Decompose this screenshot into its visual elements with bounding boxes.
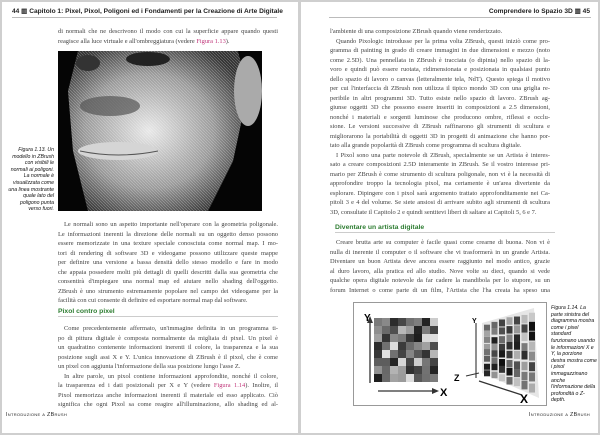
caption-line: poligono punta (19, 199, 54, 206)
text-line: pitoli 3 e 4 del volume. Se siete ansiosi di arrivare subito agli strumenti di scultura (330, 199, 550, 206)
caption-line: standard (551, 331, 572, 338)
pixel-cell (374, 326, 382, 334)
text-line: al duro lavoro, alla pratica ed allo studio. Nove volte su dieci, quando si vede (330, 267, 550, 275)
text-line: che appaia possedere molti più dettagli di quelli descritti dalla sua geometria che (58, 268, 278, 276)
pixel-cell (374, 342, 382, 350)
left-page (2, 2, 298, 433)
pixol-cell (514, 361, 520, 369)
running-header-left: 44 ▥ Capitolo 1: Pixel, Pixol, Poligoni ed i Fondamenti per la Creazione di Arte Digitale (12, 8, 283, 15)
text-line: Creare brutta arte su computer è facile quasi come crearne di buona. Non vi è (336, 239, 550, 246)
text-line: un quadratino contenente informazioni inerenti il colore, la trasparenza e la sua (58, 344, 278, 351)
right-page (301, 2, 598, 433)
pixel-cell (382, 326, 390, 334)
pixel-cell (430, 374, 438, 382)
axis-label-z: Z (454, 373, 460, 383)
axis-label-x: X (440, 387, 448, 399)
caption-line: normali ai poligoni. (10, 166, 54, 173)
pixel-cell (406, 366, 414, 374)
pixel-grid-2d (374, 318, 438, 382)
text-line: gramma di painting in grado di creare immagini in due dimensioni e mezzo (noto (330, 47, 550, 54)
pixel-cell (374, 334, 382, 342)
text-line: Le normali sono un aspetto importante nell'operare con la geometria poligonale. (64, 221, 278, 228)
header-rule (329, 17, 591, 18)
caption-line: funzionano usando (551, 337, 595, 344)
figure-1-14-caption (551, 305, 597, 404)
pixel-cell (382, 334, 390, 342)
text-line: l'ambiente di una composizione ZBrush quando viene renderizzato. (330, 28, 503, 35)
text-line: migliorarono la portabilità di oggetti 3D in progetti di animazione che hanno por- (330, 132, 550, 140)
text-line: esplorare. Dipingere con i pixol sarà argomento trattato approfonditamente nei Ca- (330, 189, 550, 197)
pixol-cell (484, 364, 490, 370)
pixel-cell (398, 326, 406, 334)
pixol-cell (522, 351, 528, 360)
pixol-cell (484, 349, 490, 355)
pixol-cell (514, 325, 520, 333)
pixol-cell (522, 315, 528, 324)
pixel-cell (414, 342, 422, 350)
caption-line: modello in ZBrush (12, 153, 54, 160)
figure-1-13-caption (8, 147, 54, 213)
pixol-cell (514, 317, 520, 325)
section-heading-pixol: Pixol contro pixel (58, 308, 278, 317)
text-line: po di pittura digitale è composta normalmente da migliaia di pixel. Un pixel è (58, 334, 278, 342)
pixol-cell (499, 344, 505, 351)
pixol-cell (484, 356, 490, 362)
text-line: un pixel con aggiunta l'informazione della sua posizione lungo l'asse Z. (58, 363, 241, 370)
caption-line: Figura 1.14. La (551, 305, 586, 311)
pixel-cell (414, 366, 422, 374)
pixel-cell (398, 374, 406, 382)
pixel-cell (374, 318, 382, 326)
normals-paragraph (58, 220, 278, 306)
pixel-cell (406, 342, 414, 350)
pixol-cell (507, 317, 513, 325)
pixel-cell (422, 334, 430, 342)
pixol-cell (492, 322, 498, 329)
caption-line: La normale è (23, 173, 54, 180)
footer-right: Introduzione a ZBrush (528, 412, 590, 418)
pixel-cell (414, 350, 422, 358)
pixel-cell (414, 358, 422, 366)
pixol-cell (507, 351, 513, 359)
figure-1-13-image (58, 51, 262, 211)
pixol-cell (507, 342, 513, 350)
pixel-cell (422, 318, 430, 326)
text-line: per cui l'interfaccia di ZBrush non utilizza il tipico mondo 3D con una griglia re- (330, 85, 550, 92)
pixol-cell (499, 374, 505, 381)
pixel-cell (382, 374, 390, 382)
pixol-cell (522, 343, 528, 352)
pixol-cell (492, 344, 498, 351)
pixel-cell (430, 326, 438, 334)
pixel-cell (382, 318, 390, 326)
text-line: sato a creare composizioni 2.5D interamente in ZBrush. Se il vostro interesse pri- (330, 161, 550, 168)
text-line: Diventare un buon Artista deve ancora essere raggiunto nel modo antico, grazie (330, 258, 550, 265)
caption-line: quale lato del (23, 193, 54, 200)
pixol-cell (492, 364, 498, 371)
artista-section-text (330, 238, 550, 295)
pixel-cell (406, 334, 414, 342)
pixel-cell (390, 326, 398, 334)
pixel-cell (374, 374, 382, 382)
pixol-cell (492, 357, 498, 364)
text-line: voro e quindi può essere ruotata, ridimensionata e posizionata in qualsiasi punto (330, 66, 550, 73)
pixel-cell (406, 350, 414, 358)
pixol-cell (484, 370, 490, 376)
pixol-cell (529, 342, 535, 351)
text-line: consentirà d'impiegare una normal map ed aiutare nello shading dell'oggetto. (58, 278, 278, 285)
top-paragraph (58, 27, 278, 46)
pixol-cell (514, 378, 520, 386)
header-rule (12, 17, 277, 18)
pixel-cell (390, 350, 398, 358)
text-line: tato alla grande popolarità di ZBrush come programma di scultura digitale. (330, 142, 522, 149)
pixol-cell (484, 325, 490, 331)
pixol-cell (499, 336, 505, 343)
caption-line: destra mostra come (551, 357, 597, 364)
pixel-cell (422, 350, 430, 358)
pixol-cell (522, 333, 528, 342)
pixol-cell (522, 324, 528, 333)
pixel-cell (414, 374, 422, 382)
pixel-cell (398, 366, 406, 374)
text-line: essere memorizzate in una texture speciale conosciuta come normal map. I mo- (58, 240, 278, 247)
text-line: posizione sugli assi X e Y. L'unica innovazione di ZBrush è il pixol, che è come (58, 353, 278, 361)
caption-line: verso fuori. (28, 206, 54, 213)
figure-1-14-diagram (353, 302, 547, 406)
text-line: 3D, consultate il Capitolo 2 e quindi sentitevi liberi di saltare ai Capitoli 5, 6 e 7. (330, 208, 537, 216)
pixel-cell (374, 366, 382, 374)
text-line: dello spazio di lavoro o canvas (letteralmente tela, NdT). Questo spiega il motivo (330, 75, 550, 83)
pixol-cell (484, 337, 490, 343)
text-line: Pixol memorizza anche informazioni inerenti il materiale ed esso applicato. Ciò (58, 391, 278, 399)
pixel-cell (430, 358, 438, 366)
pixel-cell (390, 334, 398, 342)
pixol-cell (529, 322, 535, 331)
pixol-section-text (58, 324, 278, 410)
pixel-cell (398, 318, 406, 326)
pixel-cell (382, 350, 390, 358)
axis-label-y-3d: Y (472, 318, 477, 325)
pixel-cell (430, 334, 438, 342)
pixol-cell (492, 328, 498, 335)
text-line: significa che ogni Pixol sa come reagire all'illuminazione, allo shading ed al- (58, 401, 278, 408)
pixol-cell (522, 372, 528, 381)
pixol-cell (507, 360, 513, 368)
pixel-cell (414, 334, 422, 342)
pixol-cell (499, 319, 505, 326)
text-line: forum Internet o come parte di un film, l'Artista che l'ha creata ha speso una (330, 286, 550, 294)
text-line: di normali che ne descrivono il modo con cui la superficie appare quando questi (58, 28, 278, 35)
pixel-cell (430, 350, 438, 358)
text-line: In altre parole, un pixol contiene informazioni approfondite, nonché il colore, (64, 372, 278, 380)
text-line: tori di rendering di software 3D e videogame possono utilizzare queste mappe (58, 249, 278, 257)
pixel-cell (382, 342, 390, 350)
pixel-cell (422, 374, 430, 382)
caption-line: anche (551, 377, 566, 384)
text-line: Come precedentemente affermato, un'immagine definita in un programma ti- (64, 325, 278, 332)
pixol-cell (514, 369, 520, 377)
pixel-cell (382, 358, 390, 366)
pixel-cell (398, 342, 406, 350)
pixol-cell (507, 377, 513, 385)
text-line: approfondire troppo la tecnologia pixol, ma certamente è un'area divertente da (330, 180, 550, 187)
pixol-cell (529, 313, 535, 322)
text-line: per definire una versione a bassa densità dello stesso modello e fare in modo (58, 259, 278, 266)
pixol-cell (529, 362, 535, 371)
text-line: Le informazioni inerenti la direzione delle normali su un oggetto denso possono (58, 230, 278, 238)
text-line: nulla di inerente il computer o il software che vi trasformerà in un grande Artista. (330, 248, 550, 256)
pixel-cell (398, 358, 406, 366)
pixol-cell (499, 327, 505, 334)
caption-line: diagramma mostra (551, 318, 595, 325)
text-line: I Pixol sono una parte notevole di ZBrush, specialmente se un Artista è interes- (336, 151, 550, 159)
pixel-cell (422, 326, 430, 334)
pixol-cell (484, 331, 490, 337)
text-line: qualche opera digitale notevole da far cadere la mandibola per lo stupore, su un (330, 277, 550, 284)
caption-line: l'informazione della (551, 384, 596, 391)
pixol-cell (507, 368, 513, 376)
pixel-cell (422, 366, 430, 374)
pixel-cell (398, 334, 406, 342)
pixol-cell (522, 381, 528, 390)
right-body-text (330, 27, 550, 217)
pixol-cell (507, 326, 513, 334)
pixel-cell (390, 374, 398, 382)
pixel-cell (414, 326, 422, 334)
pixel-cell (374, 358, 382, 366)
caption-line: parte sinistra del (551, 311, 590, 318)
pixol-cell (514, 351, 520, 359)
caption-line: come i pixel (551, 324, 579, 331)
caption-line: visualizzata come (13, 179, 54, 186)
text-line: come 2.5D). Una pennellata in ZBrush è tracciata (o dipinta) nello spazio di la- (330, 56, 550, 64)
pixol-cell (484, 344, 490, 350)
pixel-cell (422, 342, 430, 350)
caption-line: una linea mostrante (8, 186, 54, 193)
pixel-cell (430, 318, 438, 326)
axis-label-y: Y (364, 313, 371, 324)
pixol-cell (514, 334, 520, 342)
pixol-cell (514, 342, 520, 350)
pixel-cell (406, 358, 414, 366)
pixol-cell (492, 372, 498, 379)
pixel-cell (406, 318, 414, 326)
pixel-cell (382, 366, 390, 374)
pixol-cell (499, 366, 505, 373)
pixel-cell (414, 318, 422, 326)
pixel-cell (390, 358, 398, 366)
text-line: giunse oggetti 3D che possono essere inseriti in composizioni a 2.5 dimensioni, (330, 104, 550, 111)
caption-line: profondità o Z- (551, 390, 585, 397)
caption-line: depth. (551, 397, 566, 404)
pixol-cell (492, 350, 498, 357)
caption-line: con visibili le (24, 160, 54, 167)
pixel-cell (398, 350, 406, 358)
pixel-cell (422, 358, 430, 366)
pixol-cell (522, 362, 528, 371)
text-line: Quando Pixologic introdusse per la prima volta ZBrush, questi iniziò come pro- (336, 37, 550, 45)
text-line: la trasparenza ed i dati posizionali per X e Y (vedere Figura 1.14). Inoltre, il (58, 382, 278, 389)
pixol-cell (529, 332, 535, 341)
pixel-cell (430, 342, 438, 350)
caption-line: i pixol (551, 364, 565, 371)
text-line: ZBrush è uno strumento estremamente popolare nel campo dei videogame per la (58, 287, 278, 295)
pixol-cell (529, 384, 535, 393)
pixel-cell (390, 342, 398, 350)
pixol-cell (492, 337, 498, 344)
text-line: mario per ZBrush è come strumento di scultura poligonale, non vi è la necessità di (330, 170, 550, 178)
pixel-cell (406, 326, 414, 334)
pixol-cell (529, 372, 535, 381)
text-line: peribile in altri programmi 3D. Tutto esiste nello spazio di lavoro. ZBrush ag- (330, 94, 550, 102)
pixol-cell (529, 352, 535, 361)
text-line: facilità con cui consente di definire ed esportare normal map dal software. (58, 297, 248, 304)
section-heading-artista: Diventare un artista digitale (335, 224, 555, 233)
pixel-cell (390, 366, 398, 374)
pixol-cell (507, 335, 513, 343)
text-line: reagisce alla luce virtuale e all'ombreggiatura (vedere Figura 1.13). (58, 37, 230, 45)
caption-line: immagazzinano (551, 370, 588, 377)
caption-line: Y, la porzione (551, 351, 583, 358)
pixel-cell (406, 374, 414, 382)
caption-line: Figura 1.13. Un (18, 147, 54, 153)
pixel-cell (374, 350, 382, 358)
caption-line: le informazioni X e (551, 344, 594, 351)
text-line: nonché i materiali e sorgenti luminose che producono ombre, riflessi e occlu- (330, 113, 550, 121)
pixol-cell (499, 359, 505, 366)
footer-left: Introduzione a ZBrush (6, 412, 68, 418)
text-line: sione. Le versioni successive di ZBrush raffinarono gli strumenti di scultura e (330, 123, 550, 130)
axis-label-x-3d: X (520, 392, 529, 405)
pixol-cell (499, 351, 505, 358)
pixel-cell (430, 366, 438, 374)
running-header-right: Comprendere lo Spazio 3D ▥ 45 (488, 8, 590, 15)
pixel-cell (390, 318, 398, 326)
